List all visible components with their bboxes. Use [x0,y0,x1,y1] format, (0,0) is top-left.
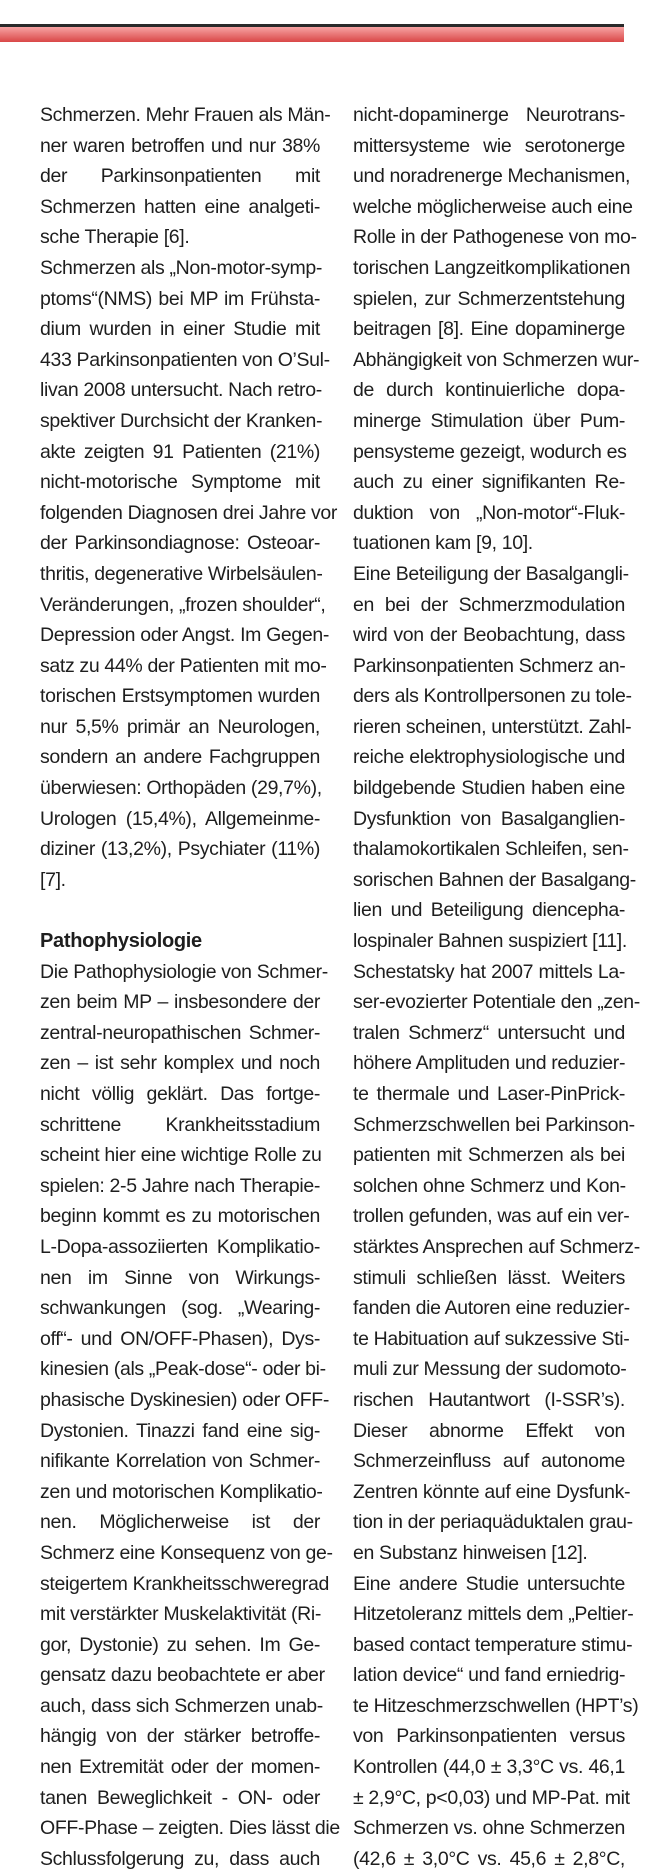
text-line: lation device“ und fand erniedrig- [353,1660,625,1691]
text-line: phasische Dyskinesien) oder OFF- [40,1385,320,1416]
text-line: sondern an andere Fachgruppen [40,742,320,773]
text-line: gor, Dystonie) zu sehen. Im Ge- [40,1630,320,1661]
text-line: dium wurden in einer Studie mit [40,314,320,345]
text-line: Hitzetoleranz mittels dem „Peltier- [353,1599,625,1630]
text-line: duktion von „Non-motor“-Fluk- [353,498,625,529]
text-line: scheint hier eine wichtige Rolle zu [40,1140,320,1171]
text-line: auch zu einer signifikanten Re- [353,467,625,498]
text-line: akte zeigten 91 Patienten (21%) [40,437,320,468]
text-line: der Parkinsonpatienten mit [40,161,320,192]
text-line: spektiver Durchsicht der Kranken- [40,406,320,437]
text-line: fanden die Autoren eine reduzier- [353,1293,625,1324]
text-line: tanen Beweglichkeit - ON- oder [40,1783,320,1814]
left-paragraph-1 [40,100,320,253]
text-line: off“- und ON/OFF-Phasen), Dys- [40,1324,320,1355]
text-line: der Parkinsondiagnose: Osteoar- [40,528,320,559]
text-line: Schmerz eine Konsequenz von ge- [40,1538,320,1569]
text-line: Dysfunktion von Basalganglien- [353,804,625,835]
text-line: ner waren betroffen und nur 38% [40,131,320,162]
text-line: und noradrenerge Mechanismen, [353,161,625,192]
text-line: Schlussfolgerung zu, dass auch [40,1844,320,1874]
right-column [353,100,625,1874]
text-line: Urologen (15,4%), Allgemeinme- [40,804,320,835]
text-line: schwankungen (sog. „Wearing- [40,1293,320,1324]
text-line: livan 2008 untersucht. Nach retro- [40,375,320,406]
text-line: Die Pathophysiologie von Schmer- [40,957,320,988]
text-line: te Hitzeschmerzschwellen (HPT’s) [353,1691,625,1722]
text-line: te Habituation auf sukzessive Sti- [353,1324,625,1355]
text-line: stimuli schließen lässt. Weiters [353,1263,625,1294]
text-line: zen – ist sehr komplex und noch [40,1048,320,1079]
text-line: Schmerzen als „Non-motor-symp- [40,253,320,284]
text-line: folgenden Diagnosen drei Jahre vor [40,498,320,529]
text-line: OFF-Phase – zeigten. Dies lässt die [40,1813,320,1844]
text-line: Schestatsky hat 2007 mittels La- [353,957,625,988]
text-line: tuationen kam [9, 10]. [353,528,625,559]
text-line: torischen Langzeitkomplikationen [353,253,625,284]
text-line: Abhängigkeit von Schmerzen wur- [353,345,625,376]
left-paragraph-3 [40,957,320,1874]
text-line: gensatz dazu beobachtete er aber [40,1660,320,1691]
text-line: lien und Beteiligung diencepha- [353,895,625,926]
text-line: thalamokortikalen Schleifen, sen- [353,834,625,865]
header-color-bar [0,24,624,42]
text-line: nen Extremität oder der momen- [40,1752,320,1783]
text-line: hängig von der stärker betroffe- [40,1721,320,1752]
text-line: tion in der periaquäduktalen grau- [353,1507,625,1538]
text-line: nicht-motorische Symptome mit [40,467,320,498]
text-line: 433 Parkinsonpatienten von O’Sul- [40,345,320,376]
text-line: stärktes Ansprechen auf Schmerz- [353,1232,625,1263]
text-line: Schmerzen vs. ohne Schmerzen [353,1813,625,1844]
text-line: thritis, degenerative Wirbelsäulen- [40,559,320,590]
text-line: mittersysteme wie serotonerge [353,131,625,162]
text-line: ptoms“(NMS) bei MP im Frühsta- [40,284,320,315]
text-line: Schmerzen hatten eine analgeti- [40,192,320,223]
text-line: Dieser abnorme Effekt von [353,1416,625,1447]
text-line: zen beim MP – insbesondere der [40,987,320,1018]
text-line: überwiesen: Orthopäden (29,7%), [40,773,320,804]
text-line: Depression oder Angst. Im Gegen- [40,620,320,651]
text-line: ser-evozierter Potentiale den „zen- [353,987,625,1018]
text-line: steigertem Krankheitsschweregrad [40,1569,320,1600]
text-line: Veränderungen, „frozen shoulder“, [40,590,320,621]
text-line: nifikante Korrelation von Schmer- [40,1446,320,1477]
text-line: torischen Erstsymptomen wurden [40,681,320,712]
text-line: bildgebende Studien haben eine [353,773,625,804]
text-line: sche Therapie [6]. [40,222,320,253]
text-line: höhere Amplituden und reduzier- [353,1048,625,1079]
text-line: (42,6 ± 3,0°C vs. 45,6 ± 2,8°C, [353,1844,625,1874]
text-line: Kontrollen (44,0 ± 3,3°C vs. 46,1 [353,1752,625,1783]
text-line: Schmerzeinfluss auf autonome [353,1446,625,1477]
text-line: Eine andere Studie untersuchte [353,1569,625,1600]
text-line: tralen Schmerz“ untersucht und [353,1018,625,1049]
text-line: nicht-dopaminerge Neurotrans- [353,100,625,131]
text-line: zentral-neuropathischen Schmer- [40,1018,320,1049]
text-line: beitragen [8]. Eine dopaminerge [353,314,625,345]
text-line: rieren scheinen, unterstützt. Zahl- [353,712,625,743]
text-line: wird von der Beobachtung, dass [353,620,625,651]
text-line: ders als Kontrollpersonen zu tole- [353,681,625,712]
text-line: satz zu 44% der Patienten mit mo- [40,651,320,682]
text-line: schrittene Krankheitsstadium [40,1110,320,1141]
text-line: Rolle in der Pathogenese von mo- [353,222,625,253]
text-line: nicht völlig geklärt. Das fortge- [40,1079,320,1110]
text-line: mit verstärkter Muskelaktivität (Ri- [40,1599,320,1630]
right-paragraph-1 [353,100,625,559]
text-line: Parkinsonpatienten Schmerz an- [353,651,625,682]
text-line: patienten mit Schmerzen als bei [353,1140,625,1171]
text-line: ± 2,9°C, p<0,03) und MP-Pat. mit [353,1783,625,1814]
text-line: beginn kommt es zu motorischen [40,1201,320,1232]
text-line: Schmerzschwellen bei Parkinson- [353,1110,625,1141]
section-spacer [40,895,320,926]
text-line: Schmerzen. Mehr Frauen als Män- [40,100,320,131]
text-line: en Substanz hinweisen [12]. [353,1538,625,1569]
text-line: pensysteme gezeigt, wodurch es [353,437,625,468]
left-column [40,100,320,1874]
text-line: sorischen Bahnen der Basalgang- [353,865,625,896]
text-line: Dystonien. Tinazzi fand eine sig- [40,1416,320,1447]
text-line: Zentren könnte auf eine Dysfunk- [353,1477,625,1508]
text-line: based contact temperature stimu- [353,1630,625,1661]
section-heading: Pathophysiologie [40,926,320,957]
text-line: te thermale und Laser-PinPrick- [353,1079,625,1110]
text-line: welche möglicherweise auch eine [353,192,625,223]
text-line: reiche elektrophysiologische und [353,742,625,773]
text-line: auch, dass sich Schmerzen unab- [40,1691,320,1722]
text-line: nur 5,5% primär an Neurologen, [40,712,320,743]
right-paragraph-2 [353,559,625,1569]
text-line: muli zur Messung der sudomoto- [353,1354,625,1385]
text-line: trollen gefunden, was auf ein ver- [353,1201,625,1232]
text-line: en bei der Schmerzmodulation [353,590,625,621]
text-line: solchen ohne Schmerz und Kon- [353,1171,625,1202]
text-line: diziner (13,2%), Psychiater (11%) [40,834,320,865]
text-line: nen im Sinne von Wirkungs- [40,1263,320,1294]
text-line: Eine Beteiligung der Basalgangli- [353,559,625,590]
text-line: von Parkinsonpatienten versus [353,1721,625,1752]
text-line: [7]. [40,865,320,896]
left-paragraph-2 [40,253,320,895]
text-line: spielen: 2-5 Jahre nach Therapie- [40,1171,320,1202]
text-line: lospinaler Bahnen suspiziert [11]. [353,926,625,957]
text-line: L-Dopa-assoziierten Komplikatio- [40,1232,320,1263]
text-line: de durch kontinuierliche dopa- [353,375,625,406]
text-line: spielen, zur Schmerzentstehung [353,284,625,315]
right-paragraph-3 [353,1569,625,1874]
text-line: minerge Stimulation über Pum- [353,406,625,437]
text-line: nen. Möglicherweise ist der [40,1507,320,1538]
text-line: rischen Hautantwort (I-SSR’s). [353,1385,625,1416]
text-line: kinesien (als „Peak-dose“- oder bi- [40,1354,320,1385]
text-line: zen und motorischen Komplikatio- [40,1477,320,1508]
